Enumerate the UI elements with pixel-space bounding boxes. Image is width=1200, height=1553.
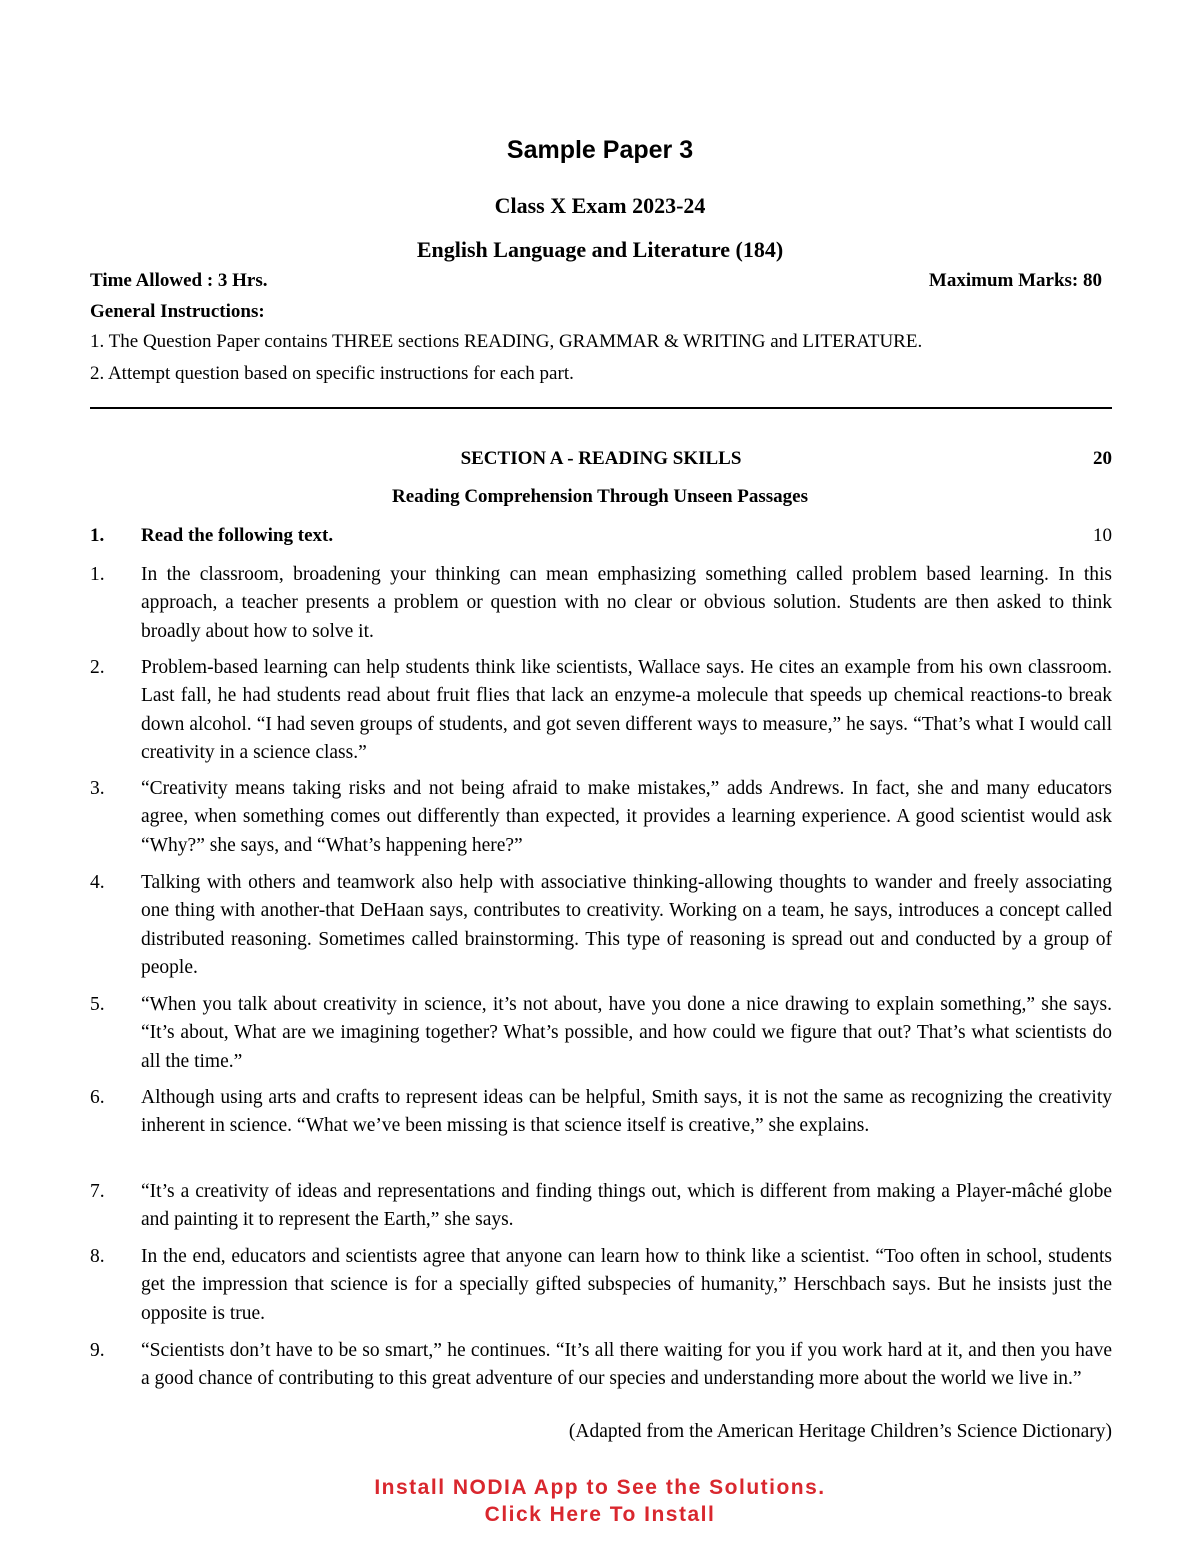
paragraph-text: Problem-based learning can help students think like scientists, Wallace says. He cites an example from his own classroom. Last fall, he had students read about fruit flies that lack an enzyme-a molecule that speeds up chemical reactions-to break down alcohol. “I had seven groups of students, and got seven different ways to measure,” he says. “That’s what I would call creativity in a science class.” [141, 657, 1112, 763]
instruction-2: 2. Attempt question based on specific instructions for each part. [90, 363, 574, 384]
exam-class: Class X Exam 2023-24 [494, 193, 706, 218]
passage-paragraph [90, 1337, 1112, 1394]
paragraph-text: Talking with others and teamwork also help with associative thinking-allowing thoughts to wander and freely associating one thing with another-that DeHaan says, contributes to creativity. Working on a team, he says, introduces a concept called distributed reasoning. Sometimes called brainstorming. This type of reasoning is spread out and conducted by a group of people. [141, 872, 1112, 978]
paragraph-number: 9. [90, 1340, 105, 1361]
passage-paragraph [90, 869, 1112, 982]
question-number: 1. [90, 525, 105, 546]
paragraph-text: In the classroom, broadening your thinking can mean emphasizing something called problem based learning. In this approach, a teacher presents a problem or question with no clear or obvious solution. Students are then asked to think broadly about how to solve it. [141, 564, 1112, 642]
passage-paragraph [90, 654, 1112, 767]
paragraph-number: 4. [90, 872, 105, 893]
paragraph-text: “Scientists don’t have to be so smart,” he continues. “It’s all there waiting for you if you work hard at it, and then you have a good chance of contributing to this great adventure of our species and understanding more about the world we live in.” [141, 1340, 1112, 1390]
passage-paragraph [90, 561, 1112, 646]
paragraph-text: “It’s a creativity of ideas and representations and finding things out, which is different from making a Player-mâché globe and painting it to represent the Earth,” she says. [141, 1181, 1112, 1231]
paragraph-number: 1. [90, 564, 105, 585]
paragraph-number: 8. [90, 1246, 105, 1267]
instruction-1: 1. The Question Paper contains THREE sections READING, GRAMMAR & WRITING and LITERATURE. [90, 331, 923, 352]
question-text: Read the following text. [141, 525, 334, 546]
passage-paragraph [90, 1178, 1112, 1235]
section-title: SECTION A - READING SKILLS [460, 448, 742, 469]
paragraph-text: Although using arts and crafts to represent ideas can be helpful, Smith says, it is not the same as recognizing the creativity inherent in science. “What we’ve been missing is that science itself is creative,” she explains. [141, 1087, 1112, 1137]
paragraph-text: “Creativity means taking risks and not being afraid to make mistakes,” adds Andrews. In fact, she and many educators agree, when something comes out differently than expected, it provides a learning experience. A good scientist would ask “Why?” she says, and “What’s happening here?” [141, 778, 1112, 856]
time-marks-row [90, 270, 1112, 292]
maximum-marks: Maximum Marks: 80 [928, 270, 1102, 291]
paragraph-text: In the end, educators and scientists agree that anyone can learn how to think like a scientist. “Too often in school, students get the impression that science is for a specially gifted subspecies of humanity,” Herschbach says. But he insists just the opposite is true. [141, 1246, 1112, 1324]
section-subtitle: Reading Comprehension Through Unseen Passages [392, 486, 808, 507]
click-to-install-link[interactable]: Click Here To Install [484, 1503, 716, 1526]
paragraph-text: “When you talk about creativity in science, it’s not about, have you done a nice drawing to explain something,” she says. “It’s about, What are we imagining together? What’s possible, and how could we figure that out? That’s what scientists do all the time.” [141, 994, 1112, 1072]
question-marks: 10 [1093, 525, 1112, 546]
passage-paragraph [90, 775, 1112, 860]
subject-title: English Language and Literature (184) [416, 237, 784, 262]
paragraph-number: 6. [90, 1087, 105, 1108]
paragraph-number: 7. [90, 1181, 105, 1202]
time-allowed: Time Allowed : 3 Hrs. [90, 270, 268, 291]
paragraph-number: 3. [90, 778, 105, 799]
general-instructions-label: General Instructions: [90, 301, 265, 322]
paragraph-number: 2. [90, 657, 105, 678]
paper-title: Sample Paper 3 [506, 136, 694, 164]
section-marks: 20 [1093, 448, 1112, 469]
passage-paragraph [90, 1243, 1112, 1328]
passage-source: (Adapted from the American Heritage Children’s Science Dictionary) [568, 1421, 1112, 1442]
paragraph-number: 5. [90, 994, 105, 1015]
passage-paragraph [90, 991, 1112, 1076]
header-divider [90, 407, 1112, 409]
passage-paragraph [90, 1084, 1112, 1141]
install-app-link[interactable]: Install NODIA App to See the Solutions. [374, 1476, 826, 1499]
